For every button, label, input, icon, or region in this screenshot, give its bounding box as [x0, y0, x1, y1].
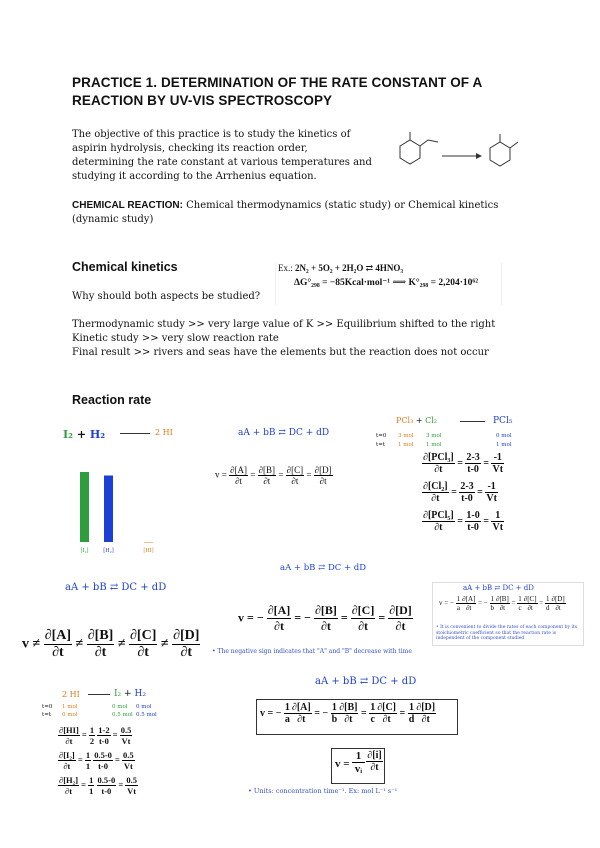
i2-reactant: I₂ — [63, 428, 73, 441]
general-reaction-text: aA + bB ⇄ DC + dD — [315, 676, 417, 687]
bar-label: [I₂] — [80, 548, 89, 554]
v-label: v = — [238, 610, 254, 625]
pcl-row: t=0 3 mol 3 mol 0 mol — [376, 433, 512, 439]
general-reaction-left — [65, 582, 166, 593]
reaction-rate-heading: Reaction rate — [72, 393, 152, 407]
pcl5-reaction — [396, 416, 437, 425]
fraction: $\frac{\text{∂[PCl₃]}}{\partial t}$ — [423, 452, 454, 475]
aspirin-hydrolysis-diagram — [380, 128, 580, 178]
fraction: $\frac{1}{d}$ — [408, 702, 415, 725]
hi-row: t=t 0 mol 0.5 mol 0.5 mol — [42, 712, 157, 718]
fraction: $\frac{\partial[A]}{\partial t}$ — [462, 595, 476, 612]
general-reaction-text: aA + bB ⇄ DC + dD — [65, 582, 167, 593]
fraction: $\frac{\text{∂[H₂]}}{\partial t}$ — [59, 775, 79, 796]
hno3-example-line — [278, 263, 501, 274]
rate-inequality: v ≠ $\frac{\partial[A]}{\partial t}$ ≠ $\frac{\partial[B]}{\partial t}$ ≠ $\frac{\partial[C]}{\partial t}$ ≠ $\frac{\partial[D]}{\partial t}$ — [22, 628, 200, 660]
concentration-bar-chart — [70, 470, 170, 558]
rate-equality: v = − $\frac{\partial[A]}{\partial t}$ = − $\frac{\partial[B]}{\partial t}$ = $\frac{\partial[C]}{\partial t}$ = $\frac{\partial[D]}{\partial t}$ — [238, 603, 412, 633]
general-reaction-text: aA + bB ⇄ DC + dD — [238, 428, 330, 438]
implies-arrow-icon: ⟹ — [392, 278, 407, 288]
pcl3-reactant: PCl₃ — [396, 416, 414, 425]
fraction: $\frac{\partial[HI]}{\partial t}$ — [59, 725, 79, 746]
concentration-bar — [144, 542, 153, 543]
hi-reactant: 2 HI — [62, 690, 80, 699]
kinetics-line: Kinetic study >> very slow reaction rate — [72, 333, 279, 344]
general-reaction-box-label: aA + bB ⇄ DC + dD — [463, 584, 534, 592]
fraction: $\frac{\partial[B]}{\partial t}$ — [314, 603, 337, 633]
fraction: $\frac{1-0}{t-0}$ — [466, 510, 480, 533]
general-reaction-center: aA + bB ⇄ DC + dD — [280, 563, 367, 573]
fraction: $\frac{1}{1}$ — [89, 775, 94, 796]
fraction: $\frac{1}{c}$ — [370, 702, 376, 725]
pcl-mole-table — [376, 432, 512, 450]
hi-decomp-products: I₂ + H₂ — [114, 689, 146, 699]
fraction: $\frac{0.5}{Vt}$ — [120, 725, 132, 746]
fraction: $\frac{\partial[C]}{\partial t}$ — [377, 702, 397, 725]
fraction: $\frac{1}{1}$ — [85, 750, 91, 771]
fraction: $\frac{0.5}{Vt}$ — [126, 775, 137, 796]
hi-decomp-reaction — [62, 690, 80, 699]
general-reaction-bottom — [315, 676, 416, 687]
example-reaction: 2N₂ + 5O₂ + 2H₂O ⇄ 4HNO₃ — [295, 263, 404, 273]
hi-rate-fractions — [58, 725, 138, 800]
fraction: $\frac{\partial[D]}{\partial t}$ — [173, 628, 200, 660]
hi-formation-reaction — [63, 428, 105, 441]
fraction: $\frac{2-3}{t-0}$ — [466, 452, 480, 475]
fraction: $\frac{2-3}{t-0}$ — [460, 481, 474, 504]
fraction: $\frac{\text{∂[I₂]}}{\partial t}$ — [59, 750, 75, 771]
fraction: $\frac{1}{b}$ — [490, 595, 494, 612]
v-label: v = — [260, 707, 274, 719]
kinetics-lines — [72, 318, 552, 360]
objective-paragraph: The objective of this practice is to study the kinetics of aspirin hydrolysis, checking its reaction order, determining the rate constant at various temperatures and studying it according to the Arrhenius equation. — [72, 129, 372, 182]
rate-expression-small: v = $\frac{\partial[A]}{\partial t}$ = $\frac{\partial[B]}{\partial t}$ = $\frac{\partial[C]}{\partial t}$ = $\frac{\partial[D]}{\partial t}$ — [215, 465, 332, 486]
hno3-example-box — [275, 263, 502, 305]
chemical-reaction-text: Chemical thermodynamics (static study) or Chemical kinetics (dynamic study) — [72, 200, 499, 225]
fraction: $\frac{1}{b}$ — [331, 702, 338, 725]
h2-reactant: H₂ — [89, 428, 106, 441]
fraction: $\frac{\partial[C]}{\partial t}$ — [523, 595, 537, 612]
concentration-bar — [80, 472, 89, 542]
negative-sign-note: • The negative sign indicates that "A" and "B" decrease with time — [212, 648, 412, 655]
gibbs-energy: ΔG°₂₉₈ = −85Kcal·mol⁻¹ — [294, 278, 391, 288]
bar-label: [HI] — [143, 548, 154, 554]
plus-sign: + — [415, 416, 423, 425]
fraction: $\frac{\partial[B]}{\partial t}$ — [258, 465, 276, 486]
chemical-reaction-label: CHEMICAL REACTION: — [72, 200, 183, 211]
fraction: $\frac{0.5-0}{t-0}$ — [94, 750, 112, 771]
vi-rate-boxed — [331, 748, 385, 784]
hi-product: 2 HI — [155, 428, 173, 437]
fraction: $\frac{\partial[D]}{\partial t}$ — [314, 465, 332, 486]
fraction: $\frac{\partial[C]}{\partial t}$ — [351, 603, 375, 633]
reaction-arrow-icon — [120, 433, 150, 434]
fraction: $\frac{-1}{Vt}$ — [486, 481, 497, 504]
pcl-row: t=t 1 mol 1 mol 1 mol — [376, 442, 512, 448]
fraction: $\frac{\partial[C]}{\partial t}$ — [286, 465, 304, 486]
pcl-rate-row: $\frac{\text{∂[Cl₂]}}{\partial t}$ = $\frac{2-3}{t-0}$ = $\frac{-1}{Vt}$ — [423, 481, 497, 504]
fraction: $\frac{\partial[A]}{\partial t}$ — [44, 628, 72, 660]
hi-mole-table — [42, 703, 157, 719]
fraction: $\frac{1}{d}$ — [546, 595, 550, 612]
fraction: $\frac{0.5-0}{t-0}$ — [97, 775, 116, 796]
units-note: • Units: concentration time⁻¹. Ex: mol L⁻¹ s⁻¹ — [248, 787, 398, 795]
fraction: $\frac{1}{a}$ — [284, 702, 290, 725]
fraction: $\frac{1-2}{t-0}$ — [98, 725, 110, 746]
v-label: v — [22, 636, 29, 652]
normalized-rate-box — [432, 582, 584, 646]
fraction: $\frac{\text{∂[PCl₅]}}{\partial t}$ — [423, 510, 454, 533]
hi-row: t=0 1 mol 0 mol 0 mol — [42, 704, 152, 710]
fraction: $\frac{\partial[B]}{\partial t}$ — [87, 628, 114, 660]
bar-label: [H₂] — [103, 548, 114, 554]
kinetics-line: Final result >> rivers and seas have the elements but the reaction does not occur — [72, 347, 489, 358]
fraction: $\frac{1}{c}$ — [518, 595, 522, 612]
v-label: v = — [439, 599, 449, 608]
pcl-rate-fractions — [422, 452, 504, 539]
normalized-rate-boxed: v = − $\frac{1}{a}$ $\frac{\partial[A]}{\partial t}$ = − $\frac{1}{b}$ $\frac{\partial[B]}{\partial t}$ = $\frac{1}{c}$ $\frac{\partial[C]}{\partial t}$ = $\frac{1}{d}$ $\frac{\partial[D]}{\partial t}$ — [256, 699, 458, 735]
fraction: $\frac{1}{2}$ — [89, 725, 95, 746]
fraction: $\frac{\partial[A]}{\partial t}$ — [291, 702, 311, 725]
v-label: v = — [215, 469, 227, 480]
general-reaction-small — [238, 428, 329, 438]
hi-rate-row: $\frac{\text{∂[I₂]}}{\partial t}$ = $\frac{1}{1}$ $\frac{0.5-0}{t-0}$ = $\frac{0.5}{Vt}$ — [59, 750, 134, 771]
kinetics-line: Thermodynamic study >> very large value of K >> Equilibrium shifted to the right — [72, 319, 496, 330]
fraction: $\frac{\partial[C]}{\partial t}$ — [130, 628, 157, 660]
fraction: $\frac{\partial[B]}{\partial t}$ — [496, 595, 509, 612]
example-label: Ex.: — [278, 263, 293, 273]
vi-v-label: v = — [335, 758, 350, 770]
fraction: $\frac{\partial[B]}{\partial t}$ — [339, 702, 358, 725]
fraction: $\frac{\partial[D]}{\partial t}$ — [416, 702, 436, 725]
kinetics-question: Why should both aspects be studied? — [72, 291, 261, 302]
fraction: $\frac{0.5}{Vt}$ — [123, 750, 134, 771]
vi-coefficient: 1 vᵢ — [352, 750, 365, 775]
plus-sign: + — [76, 428, 87, 441]
fraction: $\frac{1}{a}$ — [456, 595, 461, 612]
pcl-rate-row: $\frac{\text{∂[PCl₅]}}{\partial t}$ = $\frac{1-0}{t-0}$ = $\frac{1}{Vt}$ — [423, 510, 504, 533]
page-title: PRACTICE 1. DETERMINATION OF THE RATE CONSTANT OF A REACTION BY UV-VIS SPECTROSCOPY — [72, 75, 482, 108]
k-value: K°₂₉₈ = 2,204·10⁶² — [408, 278, 479, 288]
chemical-reaction-paragraph — [72, 199, 542, 227]
fraction: $\frac{1}{Vt}$ — [492, 510, 504, 533]
chemical-kinetics-heading: Chemical kinetics — [72, 260, 178, 274]
fraction: $\frac{\partial[A]}{\partial t}$ — [267, 603, 291, 633]
vi-derivative: ∂[i] ∂t — [367, 750, 382, 773]
fraction: $\frac{\partial[D]}{\partial t}$ — [389, 603, 412, 633]
fraction: $\frac{\text{∂[Cl₂]}}{\partial t}$ — [423, 481, 448, 504]
general-note: • It is convenient to divide the rates of each component by its stoichiometric coefficient so that the reaction rate is independent of the component studied — [436, 625, 578, 641]
concentration-bar — [104, 476, 113, 543]
pcl5-product: PCl₅ — [493, 416, 513, 426]
pcl-rate-row: $\frac{\text{∂[PCl₃]}}{\partial t}$ = $\frac{2-3}{t-0}$ = $\frac{-1}{Vt}$ — [423, 452, 504, 475]
reaction-arrow-icon — [88, 694, 110, 695]
fraction: $\frac{\partial[D]}{\partial t}$ — [551, 595, 565, 612]
cl2-reactant: Cl₂ — [425, 416, 437, 425]
fraction: $\frac{\partial[A]}{\partial t}$ — [230, 465, 248, 486]
gibbs-line — [294, 277, 501, 288]
fraction: $\frac{-1}{Vt}$ — [492, 452, 504, 475]
reaction-arrow-icon — [460, 421, 485, 422]
normalized-rate-small: v = − $\frac{1}{a}$ $\frac{\partial[A]}{\partial t}$ = − $\frac{1}{b}$ $\frac{\partial[B]}{\partial t}$ = $\frac{1}{c}$ $\frac{\partial[C]}{\partial t}$ = $\frac{1}{d}$ $\frac{\partial[D]}{\partial t}$ — [439, 595, 565, 612]
hi-rate-row: $\frac{\partial[HI]}{\partial t}$ = $\frac{1}{2}$ $\frac{1-2}{t-0}$ = $\frac{0.5}{Vt}$ — [59, 725, 132, 746]
hi-rate-row: $\frac{\text{∂[H₂]}}{\partial t}$ = $\frac{1}{1}$ $\frac{0.5-0}{t-0}$ = $\frac{0.5}{Vt}$ — [59, 775, 137, 796]
